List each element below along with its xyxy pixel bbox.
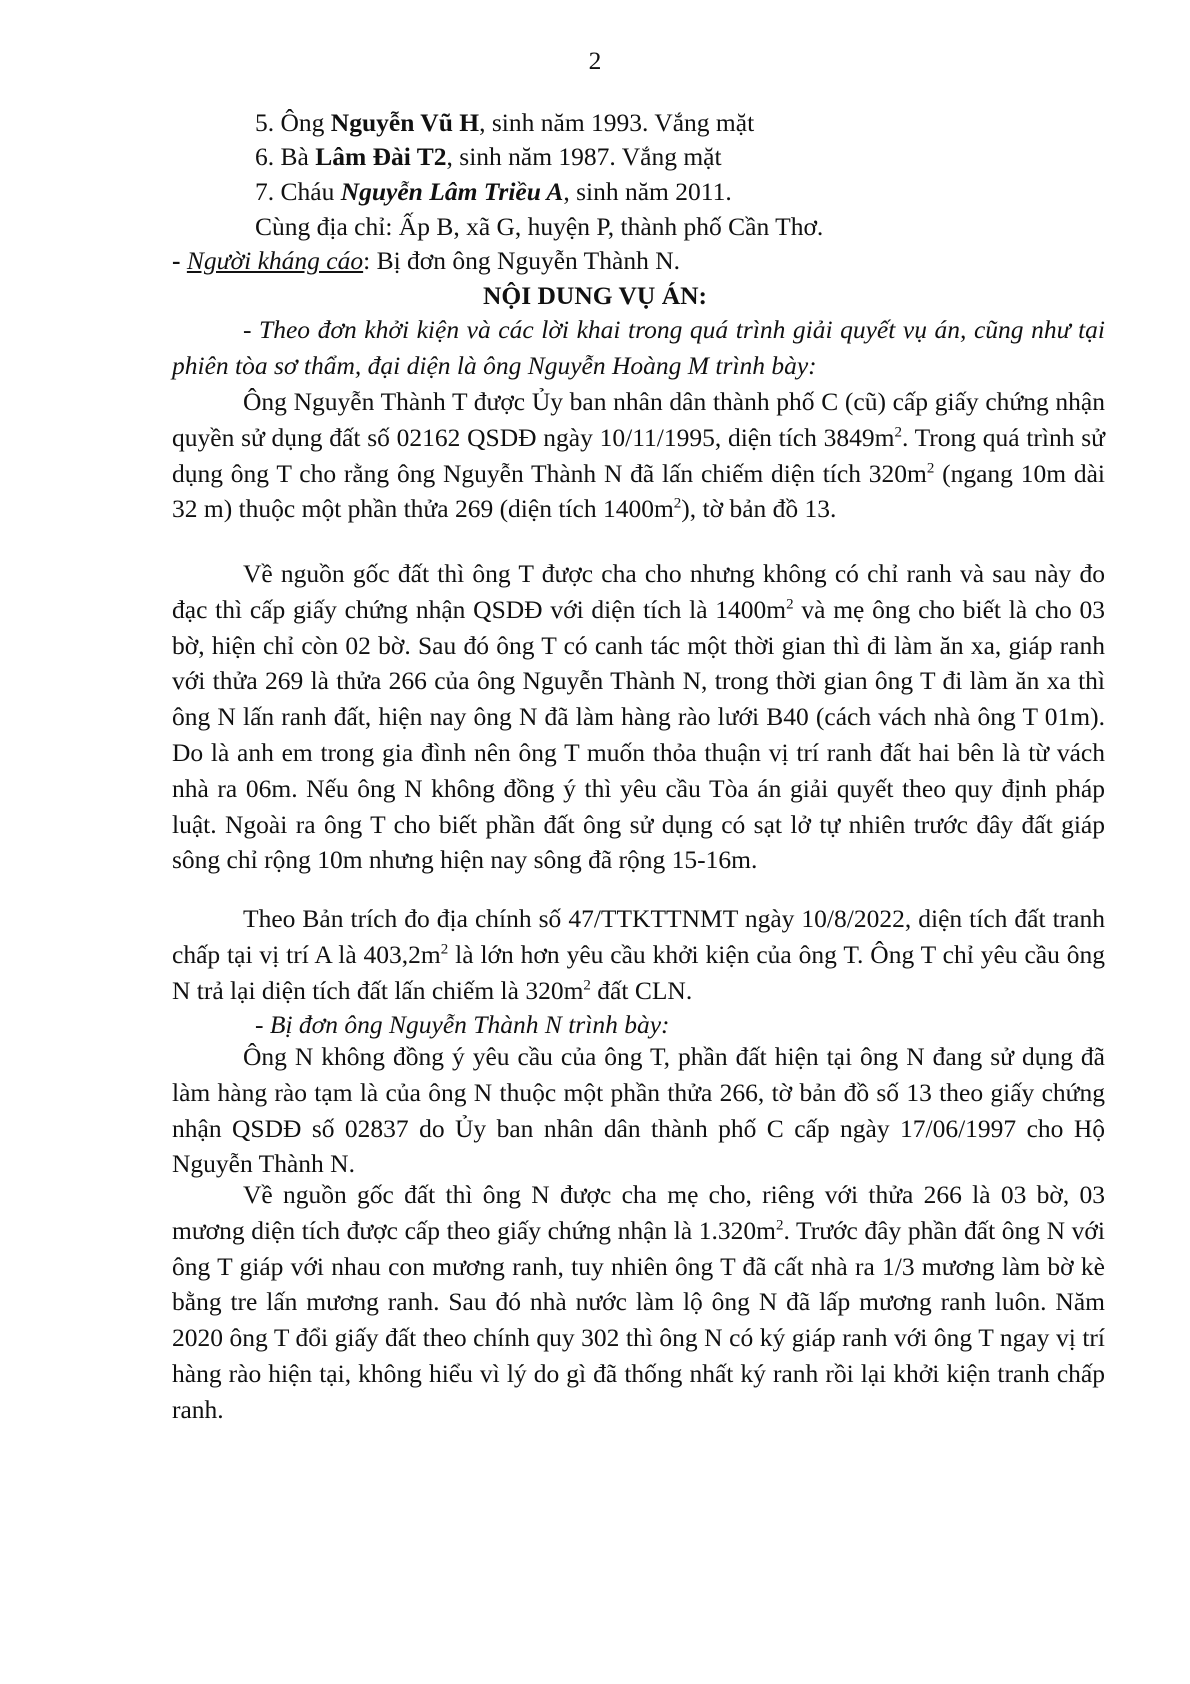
- party-name: Lâm Đài T2: [315, 142, 447, 171]
- para2-text-b: và mẹ ông cho biết là cho 03 bờ, hiện chỉ còn 02 bờ. Sau đó ông T có canh tác một thời gian thì đi làm ăn xa, giáp ranh với thửa 269 là thửa 266 của ông Nguyễn Thành N, trong thời gian ông T đi làm ăn xa thì ông N lấn ranh đất, hiện nay ông N đã làm hàng rào lưới B40 (cách vách nhà ông T 01m). Do là anh em trong gia đình nên ông T muốn thỏa thuận vị trí ranh đất hai bên là từ vách nhà ra 06m. Nếu ông N không đồng ý thì yêu cầu Tòa án giải quyết theo quy định pháp luật. Ngoài ra ông T cho biết phần đất ông sử dụng có sạt lở tự nhiên trước đây đất giáp sông chỉ rộng 10m nhưng hiện nay sông đã rộng 15-16m.: [172, 594, 1105, 875]
- paragraph-3: [172, 901, 1105, 1008]
- para1-text-b: . Trong quá trình sử dụng ông T cho rằng ông Nguyễn Thành N đã lấn chiếm diện tích 320m: [172, 422, 1105, 488]
- appellant-text: : Bị đơn ông Nguyễn Thành N.: [363, 246, 680, 275]
- party-item: [255, 108, 754, 138]
- para5-text-b: . Trước đây phần đất ông N với ông T giáp với nhau con mương ranh, tuy nhiên ông T đã cất nhà ra 1/3 mương làm bờ kè bằng tre lấn mương ranh. Sau đó nhà nước làm lộ ông N đã lấp mương ranh luôn. Năm 2020 ông T đổi giấy đất theo chính quy 302 thì ông N có ký giáp ranh với ông T ngay vị trí hàng rào hiện tại, không hiểu vì lý do gì đã thống nhất ký ranh rồi lại khởi kiện tranh chấp ranh.: [172, 1215, 1105, 1424]
- party-suffix: , sinh năm 1993. Vắng mặt: [479, 108, 755, 137]
- para3-text-b: là lớn hơn yêu cầu khởi kiện của ông T. Ông T chỉ yêu cầu ông N trả lại diện tích đất lấn chiếm là 320m: [172, 939, 1105, 1005]
- para1-text-a: Ông Nguyễn Thành T được Ủy ban nhân dân thành phố C (cũ) cấp giấy chứng nhận quyền sử dụng đất số 02162 QSDĐ ngày 10/11/1995, diện tích 3849m: [172, 387, 1105, 452]
- party-item: [255, 142, 722, 172]
- para3-text-c: đất CLN.: [590, 975, 693, 1005]
- paragraph-1: [172, 384, 1105, 527]
- superscript: 2: [776, 1217, 784, 1234]
- superscript: 2: [926, 460, 935, 477]
- para1-text-d: ), tờ bản đồ 13.: [681, 494, 837, 524]
- para5-text-a: Về nguồn gốc đất thì ông N được cha mẹ cho, riêng với thửa 266 là 03 bờ, 03 mương diện tích được cấp theo giấy chứng nhận là 1.320m: [172, 1180, 1105, 1245]
- plaintiff-heading: [172, 312, 1105, 384]
- party-prefix: 7. Cháu: [255, 177, 341, 206]
- appellant-line: [172, 246, 680, 276]
- party-name: Nguyễn Lâm Triều A: [340, 177, 564, 206]
- superscript: 2: [894, 424, 902, 441]
- appellant-label: Người kháng cáo: [186, 246, 364, 275]
- superscript: 2: [786, 596, 794, 613]
- para1-text-c: (ngang 10m dài 32 m) thuộc một phần thửa 269 (diện tích 1400m: [172, 458, 1105, 524]
- appellant-dash: -: [172, 246, 187, 275]
- superscript: 2: [583, 977, 591, 994]
- paragraph-5: [172, 1177, 1105, 1428]
- party-prefix: 6. Bà: [255, 142, 316, 171]
- superscript: 2: [440, 941, 449, 958]
- party-item: [255, 177, 732, 207]
- paragraph-2: [172, 556, 1105, 878]
- para3-text-a: Theo Bản trích đo địa chính số 47/TTKTTNMT ngày 10/8/2022, diện tích đất tranh chấp tại vị trí A là 403,2m: [172, 904, 1105, 969]
- plaintiff-heading-text: - Theo đơn khởi kiện và các lời khai trong quá trình giải quyết vụ án, cũng như tại phiên tòa sơ thẩm, đại diện là ông Nguyễn Hoàng M trình bày:: [172, 315, 1105, 380]
- page-number: 2: [588, 46, 602, 75]
- defendant-heading: - Bị đơn ông Nguyễn Thành N trình bày:: [255, 1010, 670, 1039]
- paragraph-4: [172, 1039, 1105, 1182]
- party-suffix: , sinh năm 2011.: [563, 177, 732, 206]
- common-address: Cùng địa chỉ: Ấp B, xã G, huyện P, thành phố Cần Thơ.: [255, 212, 824, 241]
- party-suffix: , sinh năm 1987. Vắng mặt: [446, 142, 722, 171]
- para2-text-a: Về nguồn gốc đất thì ông T được cha cho nhưng không có chỉ ranh và sau này đo đạc thì cấp giấy chứng nhận QSDĐ với diện tích là 1400m: [172, 559, 1105, 624]
- para4-text: Ông N không đồng ý yêu cầu của ông T, phần đất hiện tại ông N đang sử dụng đã làm hàng rào tạm là của ông N thuộc một phần thửa 266, tờ bản đồ số 13 theo giấy chứng nhận QSDĐ số 02837 do Ủy ban nhân dân thành phố C cấp ngày 17/06/1997 cho Hộ Nguyễn Thành N.: [172, 1042, 1105, 1179]
- superscript: 2: [673, 495, 682, 512]
- section-title: NỘI DUNG VỤ ÁN:: [482, 281, 708, 310]
- party-prefix: 5. Ông: [255, 108, 331, 137]
- party-name: Nguyễn Vũ H: [330, 108, 480, 137]
